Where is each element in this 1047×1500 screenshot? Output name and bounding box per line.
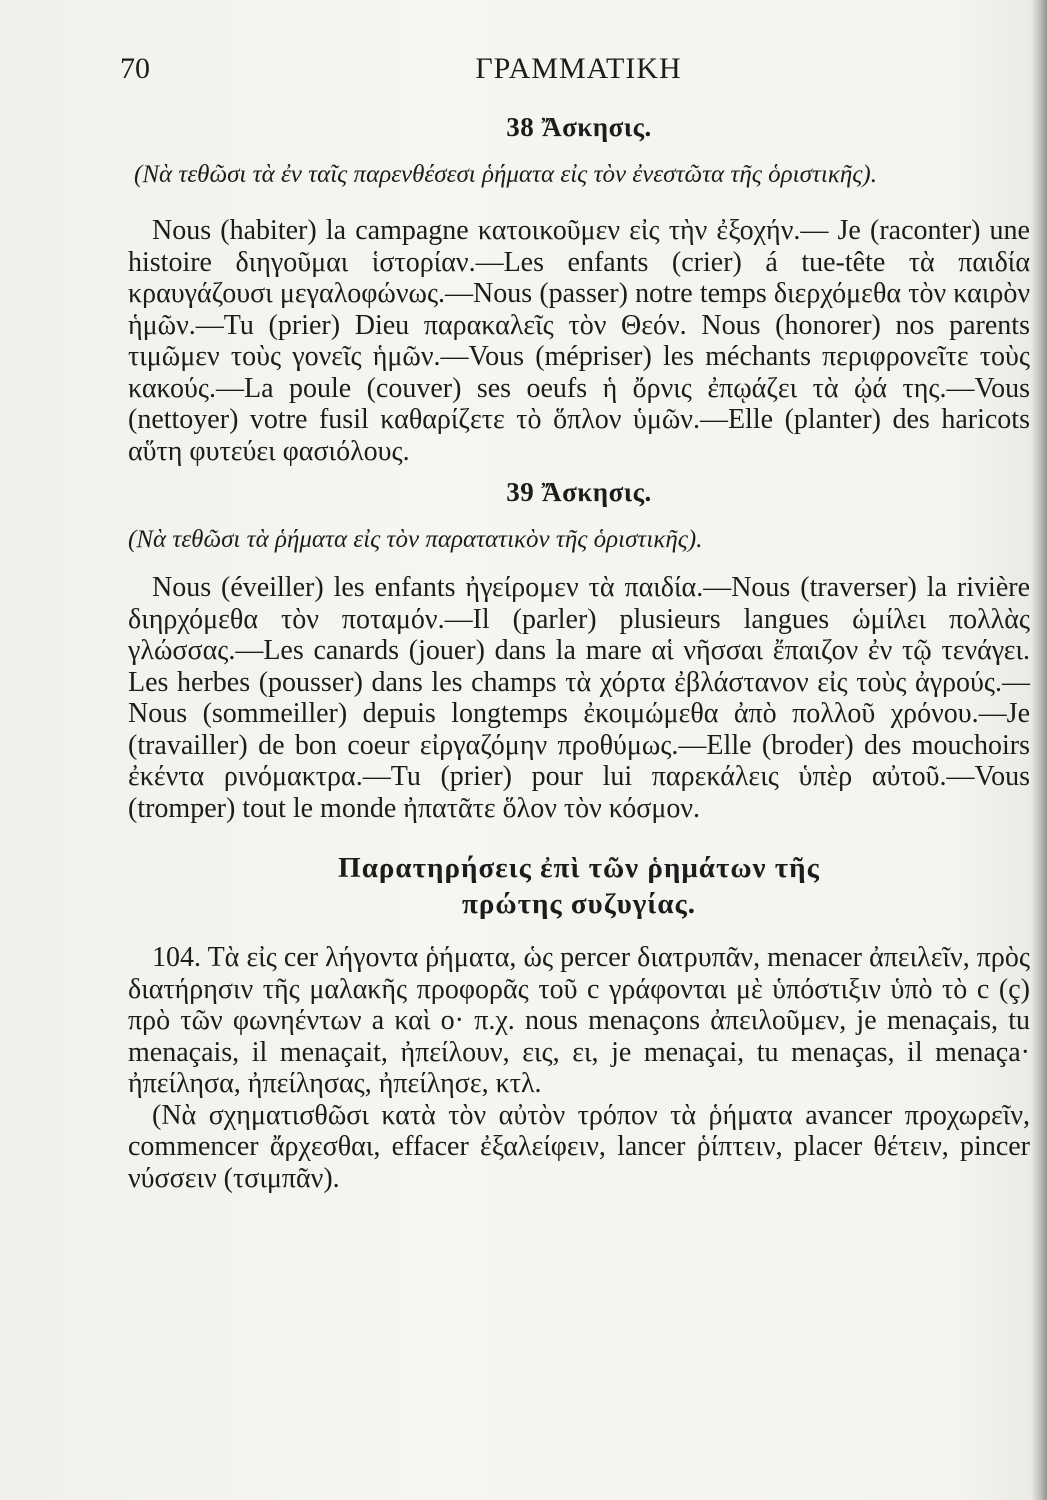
page-spine-shadow	[1031, 0, 1047, 1500]
remarks-title-line2: πρώτης συζυγίας.	[461, 888, 696, 920]
paragraph-104: 104. Τὰ εἰς cer λήγοντα ῥήματα, ὡς percer διατρυπᾶν, menacer ἀπειλεῖν, πρὸς διατήρησιν τῆς μαλακῆς προφορᾶς τοῦ c γράφονται μὲ ὑπόστιξιν ὑπὸ τὸ c (ç) πρὸ τῶν φωνηέντων a καὶ o· π.χ. nous menaçons ἀπειλοῦμεν, je menaçais, tu menaçais, il menaçait, ἠπείλουν, εις, ει, je menaçai, tu menaças, il menaça· ἠπείλησα, ἠπείλησας, ἠπείλησε, κτλ.	[128, 942, 1030, 1099]
exercise-39-heading: 39 Ἄσκησις.	[506, 477, 652, 507]
page-content	[128, 108, 1030, 1194]
page-number: 70	[120, 52, 150, 85]
exercise-39-instruction: (Νὰ τεθῶσι τὰ ῥήματα εἰς τὸν παρατατικὸν τῆς ὁριστικῆς).	[128, 526, 703, 553]
remarks-title	[128, 850, 1030, 922]
exercise-38-instruction: (Νὰ τεθῶσι τὰ ἐν ταῖς παρενθέσεσι ῥήματα εἰς τὸν ἐνεστῶτα τῆς ὁριστικῆς).	[134, 161, 877, 188]
exercise-38-heading: 38 Ἄσκησις.	[506, 112, 652, 142]
page-header	[120, 52, 1007, 92]
exercise-39-text: Nous (éveiller) les enfants ἠγείρομεν τὰ παιδία.—Nous (traverser) la rivière διηρχόμεθα τὸν ποταμόν.—Il (parler) plusieurs langues ὡμίλει πολλὰς γλώσσας.—Les canards (jouer) dans la mare αἱ νῆσσαι ἔπαιζον ἐν τῷ τενάγει. Les herbes (pousser) dans les champs τὰ χόρτα ἐβλάστανον εἰς τοὺς ἀγρούς.—Nous (sommeiller) depuis longtemps ἐκοιμώμεθα ἀπὸ πολλοῦ χρόνου.—Je (travailler) de bon coeur εἰργαζόμην προθύμως.—Elle (broder) des mouchoirs ἐκέντα ρινόμακτρα.—Tu (prier) pour lui παρεκάλεις ὑπὲρ αὐτοῦ.—Vous (tromper) tout le monde ἠπατᾶτε ὅλον τὸν κόσμον.	[128, 572, 1030, 824]
remarks-title-line1: Παρατηρήσεις ἐπὶ τῶν ῥημάτων τῆς	[338, 852, 820, 884]
running-title: ΓΡΑΜΜΑΤΙΚΗ	[475, 52, 682, 85]
paragraph-104-note: (Νὰ σχηματισθῶσι κατὰ τὸν αὐτὸν τρόπον τὰ ῥήματα avancer προχωρεῖν, commencer ἄρχεσθαι, effacer ἐξαλείφειν, lancer ῥίπτειν, placer θέτειν, pincer νύσσειν (τσιμπᾶν).	[128, 1099, 1030, 1194]
exercise-38-text: Nous (habiter) la campagne κατοικοῦμεν εἰς τὴν ἐξοχήν.— Je (raconter) une histoire διηγοῦμαι ἱστορίαν.—Les enfants (crier) á tue-tête τὰ παιδία κραυγάζουσι μεγαλοφώνως.—Nous (passer) notre temps διερχόμεθα τὸν καιρὸν ἡμῶν.—Tu (prier) Dieu παρακαλεῖς τὸν Θεόν. Nous (honorer) nos parents τιμῶμεν τοὺς γονεῖς ἡμῶν.—Vous (mépriser) les méchants περιφρονεῖτε τοὺς κακούς.—La poule (couver) ses oeufs ἡ ὄρνις ἐπῳάζει τὰ ᾠά της.—Vous (nettoyer) votre fusil καθαρίζετε τὸ ὅπλον ὑμῶν.—Elle (planter) des haricots αὕτη φυτεύει φασιόλους.	[128, 215, 1030, 467]
